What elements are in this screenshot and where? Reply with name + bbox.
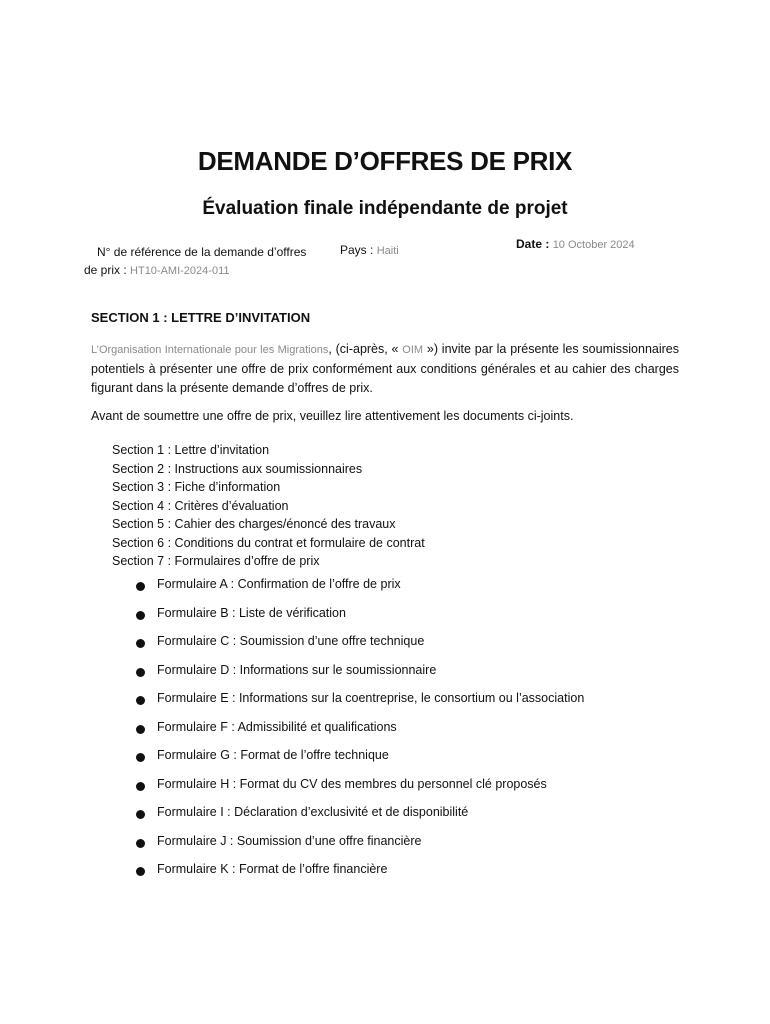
bullet-icon	[136, 639, 145, 648]
bullet-icon	[136, 582, 145, 591]
organization-acronym: OIM	[402, 344, 424, 356]
date-field	[516, 237, 635, 251]
reference-label-line1: N° de référence de la demande d’offres	[97, 245, 307, 259]
country-field	[340, 243, 399, 257]
bullet-icon	[136, 725, 145, 734]
sections-list	[112, 441, 425, 571]
country-label: Pays :	[340, 243, 377, 257]
bullet-icon	[136, 696, 145, 705]
instructions-paragraph: Avant de soumettre une offre de prix, veuillez lire attentivement les documents ci-joints.	[91, 409, 574, 423]
form-label: Formulaire I : Déclaration d’exclusivité et de disponibilité	[157, 805, 469, 819]
form-label: Formulaire F : Admissibilité et qualifications	[157, 719, 397, 734]
section-list-item: Section 7 : Formulaires d’offre de prix	[112, 554, 320, 568]
form-list-item	[136, 805, 584, 834]
bullet-icon	[136, 782, 145, 791]
document-title: DEMANDE D’OFFRES DE PRIX	[197, 146, 573, 176]
form-list-item	[136, 691, 584, 720]
invitation-paragraph	[91, 340, 679, 398]
form-label: Formulaire J : Soumission d’une offre financière	[157, 833, 422, 848]
reference-value: HT10-AMI-2024-011	[130, 265, 230, 277]
form-list-item	[136, 634, 584, 663]
form-list-item	[136, 577, 584, 606]
bullet-icon	[136, 867, 145, 876]
section-list-item: Section 2 : Instructions aux soumissionnaires	[112, 461, 363, 476]
form-label: Formulaire G : Format de l’offre technique	[157, 748, 389, 762]
document-subtitle: Évaluation finale indépendante de projet	[202, 198, 568, 219]
section-list-item: Section 6 : Conditions du contrat et formulaire de contrat	[112, 535, 425, 550]
forms-list	[136, 577, 584, 891]
form-list-item	[136, 606, 584, 635]
bullet-icon	[136, 668, 145, 677]
bullet-icon	[136, 611, 145, 620]
form-list-item	[136, 862, 584, 891]
form-label: Formulaire H : Format du CV des membres du personnel clé proposés	[157, 776, 547, 791]
invitation-text-a: , (ci-après, «	[328, 342, 403, 356]
form-label: Formulaire C : Soumission d’une offre technique	[157, 634, 425, 648]
reference-number-field	[84, 243, 337, 280]
section-list-item: Section 1 : Lettre d’invitation	[112, 443, 270, 457]
form-list-item	[136, 748, 584, 777]
country-value: Haiti	[376, 245, 399, 257]
form-label: Formulaire B : Liste de vérification	[157, 605, 346, 620]
form-label: Formulaire D : Informations sur le soumissionnaire	[157, 662, 437, 677]
organization-name: L’Organisation Internationale pour les Migrations	[91, 344, 329, 356]
form-list-item	[136, 777, 584, 806]
section-list-item: Section 5 : Cahier des charges/énoncé des travaux	[112, 517, 396, 531]
form-label: Formulaire K : Format de l’offre financière	[157, 862, 388, 876]
section-list-item: Section 3 : Fiche d’information	[112, 480, 281, 494]
reference-label-line2: de prix :	[84, 263, 131, 277]
section-list-item: Section 4 : Critères d’évaluation	[112, 498, 289, 513]
form-label: Formulaire A : Confirmation de l’offre de prix	[157, 577, 401, 591]
bullet-icon	[136, 839, 145, 848]
form-label: Formulaire E : Informations sur la coentreprise, le consortium ou l’association	[157, 691, 585, 705]
date-value: 10 October 2024	[552, 239, 635, 251]
section-1-heading: SECTION 1 : LETTRE D’INVITATION	[91, 310, 311, 325]
invitation-text-b: ») invite par la présente les soumissionnaires potentiels à présenter une offre de prix conformément aux conditions générales et au cahier des charges figurant dans la présente demande d’offres de prix.	[91, 342, 679, 395]
bullet-icon	[136, 810, 145, 819]
bullet-icon	[136, 753, 145, 762]
form-list-item	[136, 663, 584, 692]
date-label: Date :	[516, 237, 553, 251]
form-list-item	[136, 720, 584, 749]
form-list-item	[136, 834, 584, 863]
